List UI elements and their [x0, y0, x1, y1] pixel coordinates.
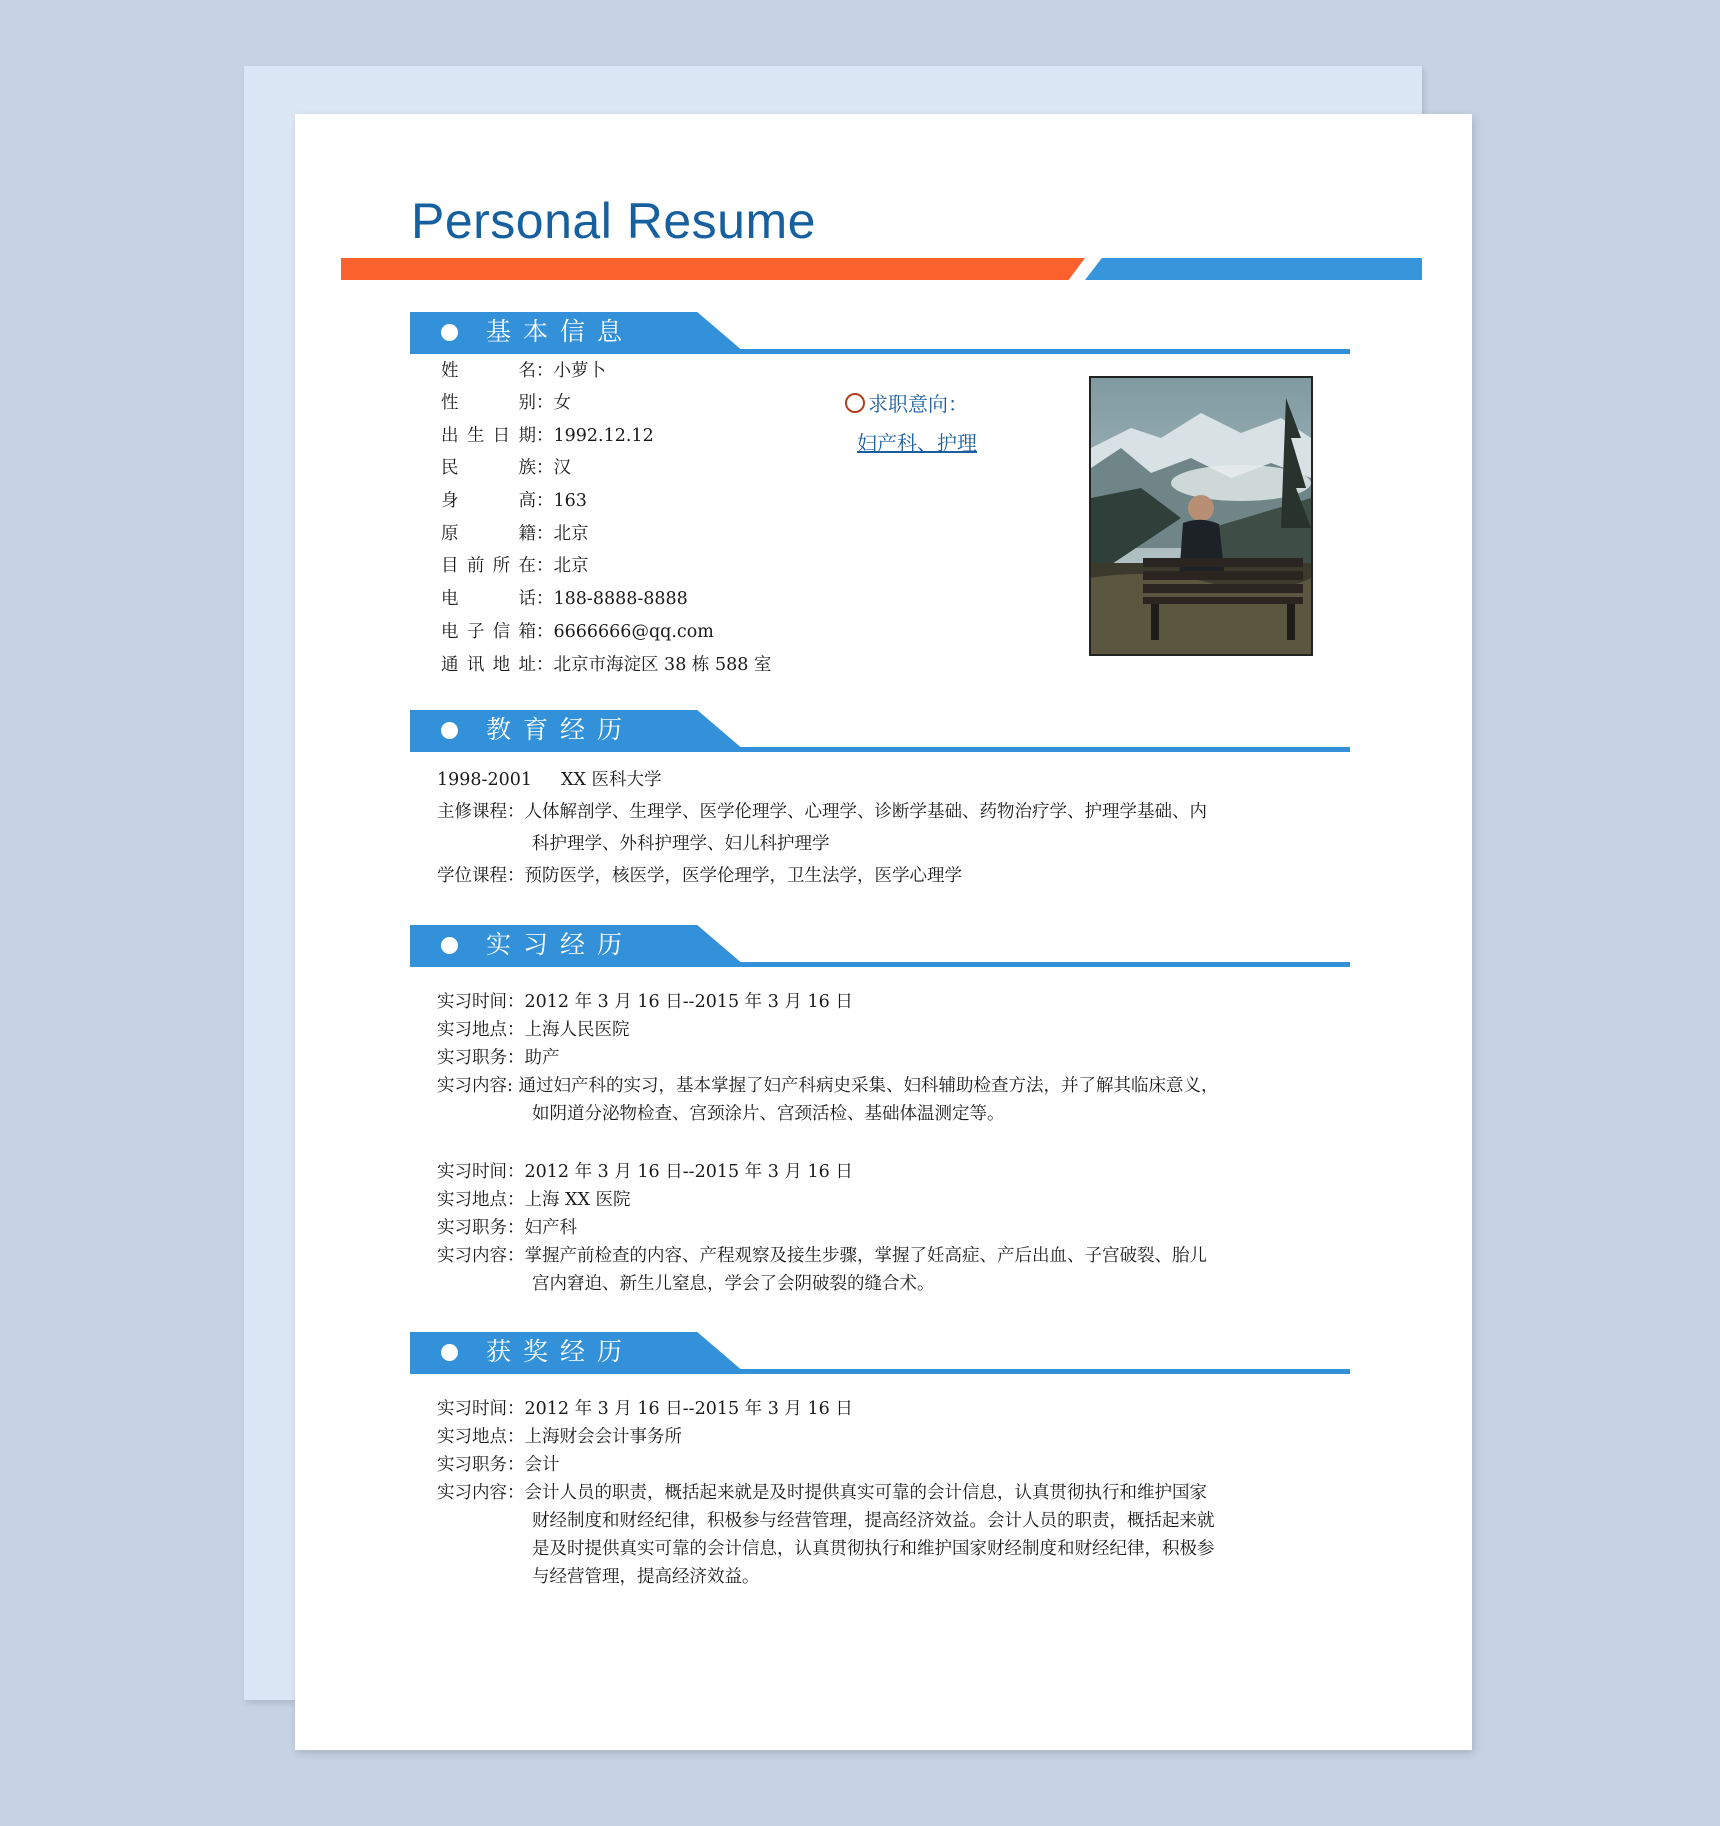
info-row-ethnicity: 民族：汉 [441, 458, 571, 478]
intern-place: 实习地点：上海 XX 医院 [437, 1190, 631, 1210]
info-row-phone: 电话：188-8888-8888 [441, 589, 688, 609]
award-entry [437, 1395, 1317, 1591]
section-header-awards [410, 1332, 1350, 1374]
intern-content-cont: 如阴道分泌物检查、宫颈涂片、宫颈活检、基础体温测定等。 [532, 1104, 1005, 1124]
edu-school: XX 医科大学 [561, 770, 662, 790]
section-title: 实习经历 [486, 930, 635, 959]
edu-degree-value: 预防医学，核医学，医学伦理学，卫生法学，医学心理学 [524, 866, 962, 886]
info-row-address: 通讯地址：北京市海淀区 38 栋 588 室 [441, 655, 772, 675]
award-content-cont: 财经制度和财经纪律，积极参与经营管理，提高经济效益。会计人员的职责，概括起来就 [532, 1511, 1215, 1531]
title-stripe-blue [1085, 258, 1422, 280]
info-row-birthdate: 出生日期：1992.12.12 [441, 426, 654, 446]
section-title: 教育经历 [486, 715, 635, 744]
info-row-gender: 性别：女 [441, 393, 571, 413]
info-row-height: 身高：163 [441, 491, 587, 511]
job-intent-label: 求职意向： [868, 392, 968, 416]
bullet-dot-icon [441, 1344, 458, 1361]
intern-time: 实习时间：2012 年 3 月 16 日--2015 年 3 月 16 日 [437, 1162, 853, 1182]
info-row-location: 目前所在：北京 [441, 556, 589, 576]
circle-icon [845, 393, 865, 413]
title-stripe-orange [341, 258, 1085, 280]
info-row-name: 姓名：小萝卜 [441, 361, 606, 381]
edu-major-line2: 科护理学、外科护理学、妇儿科护理学 [532, 834, 830, 854]
edu-period: 1998-2001 [437, 770, 532, 790]
intern-content-cont: 宫内窘迫、新生儿窒息，学会了会阴破裂的缝合术。 [532, 1274, 935, 1294]
edu-major-label: 主修课程： [437, 802, 525, 822]
intern-content: 实习内容：掌握产前检查的内容、产程观察及接生步骤，掌握了妊高症、产后出血、子宫破裂、胎儿 [437, 1246, 1207, 1266]
info-row-email: 电子信箱：6666666@qq.com [441, 622, 714, 642]
award-role: 实习职务：会计 [437, 1455, 560, 1475]
intern-role: 实习职务：妇产科 [437, 1218, 577, 1238]
bullet-dot-icon [441, 324, 458, 341]
education-block [437, 766, 1317, 890]
intern-content: 实习内容: 通过妇产科的实习，基本掌握了妇产科病史采集、妇科辅助检查方法，并了解其临床意义， [437, 1076, 1219, 1096]
bullet-dot-icon [441, 722, 458, 739]
section-header-internship [410, 925, 1350, 967]
award-content-cont: 与经营管理，提高经济效益。 [532, 1567, 760, 1587]
info-row-origin: 原籍：北京 [441, 524, 589, 544]
award-content: 实习内容：会计人员的职责，概括起来就是及时提供真实可靠的会计信息，认真贯彻执行和维护国家 [437, 1483, 1207, 1503]
edu-major-line1: 人体解剖学、生理学、医学伦理学、心理学、诊断学基础、药物治疗学、护理学基础、内 [524, 802, 1207, 822]
section-title: 获奖经历 [486, 1337, 635, 1366]
resume-title: Personal Resume [411, 193, 816, 249]
intern-role: 实习职务：助产 [437, 1048, 560, 1068]
bullet-dot-icon [441, 937, 458, 954]
award-place: 实习地点：上海财会会计事务所 [437, 1427, 682, 1447]
internship-entry-1 [437, 988, 1317, 1128]
profile-photo [1089, 376, 1313, 656]
award-content-cont: 是及时提供真实可靠的会计信息，认真贯彻执行和维护国家财经制度和财经纪律，积极参 [532, 1539, 1215, 1559]
edu-degree-label: 学位课程： [437, 866, 525, 886]
job-intent-value[interactable]: 妇产科、护理 [857, 431, 977, 455]
section-title: 基本信息 [486, 317, 635, 346]
section-header-education [410, 710, 1350, 752]
resume-page [295, 114, 1472, 1750]
section-header-basic [410, 312, 1350, 354]
job-intent [845, 388, 977, 456]
intern-time: 实习时间：2012 年 3 月 16 日--2015 年 3 月 16 日 [437, 992, 853, 1012]
intern-place: 实习地点：上海人民医院 [437, 1020, 630, 1040]
internship-entry-2 [437, 1158, 1317, 1298]
award-time: 实习时间：2012 年 3 月 16 日--2015 年 3 月 16 日 [437, 1399, 853, 1419]
